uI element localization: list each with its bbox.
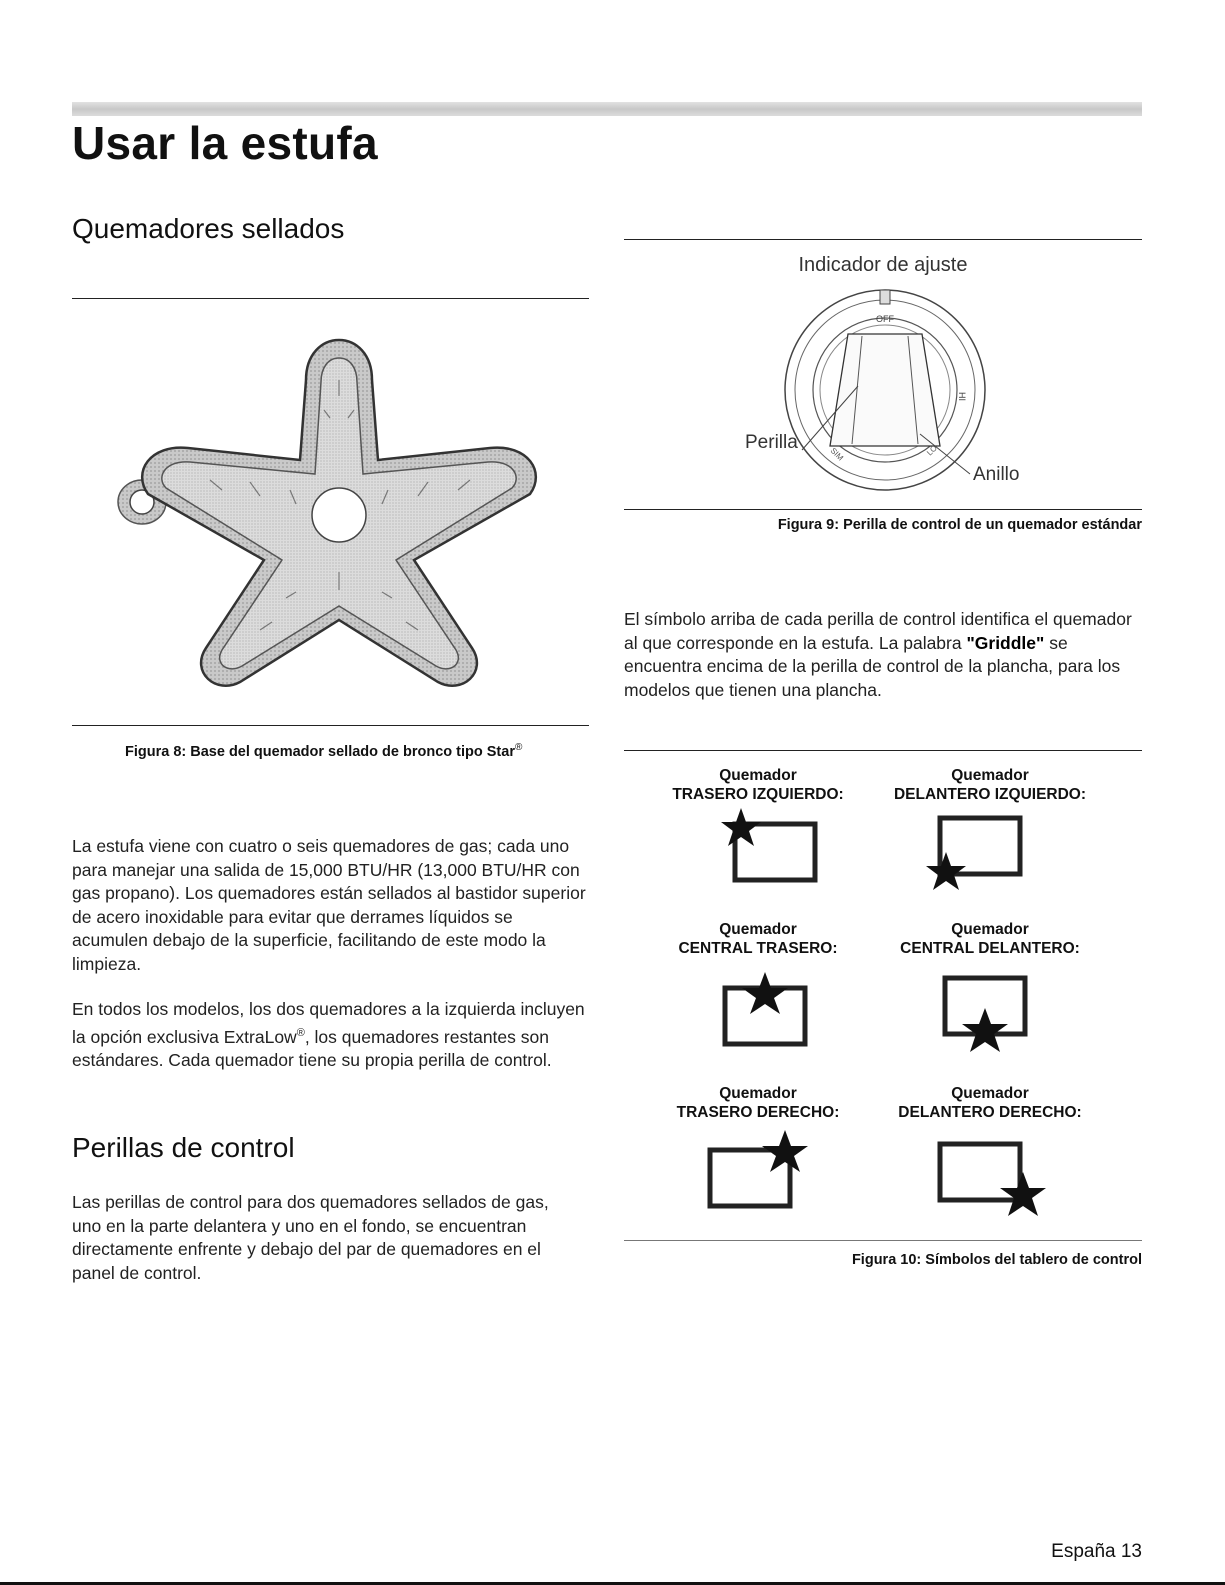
figure9-bottom-rule [624,509,1142,510]
knob-hi-label: HI [957,392,967,401]
paragraph-symbols: El símbolo arriba de cada perilla de control identifica el quemador al que corresponde en la estufa. La palabra "Griddle" se encuentra encima de la perilla de control de la plancha, para los modelos que tienen una plancha. [624,609,1132,700]
knob-off-label: OFF [876,314,894,324]
center-front-burner-icon [930,972,1040,1058]
knob-lo-label: LO [925,443,939,458]
figure8-caption: Figura 8: Base del quemador sellado de bronco tipo Star® [125,742,523,760]
knob-perilla-label: Perilla [745,432,798,453]
paragraph-burners-intro: La estufa viene con cuatro o seis quemadores de gas; cada uno para manejar una salida de 15,000 BTU/HR (13,000 BTU/HR con gas propano). Los quemadores están sellados al bastidor superior de acero inoxidable para evitar que derrames líquidos se acumulen debajo de la superficie, facilitando de este modo la limpieza. [72,836,586,974]
burner-label-rear-right: Quemador TRASERO DERECHO: [676,1085,840,1121]
rear-right-burner-icon [705,1128,815,1214]
figure10-top-rule [624,750,1142,751]
star-burner-base-image [110,310,560,710]
section-heading-control-knobs: Perillas de control [72,1132,295,1163]
figure9-top-rule [624,239,1142,240]
page-title: Usar la estufa [72,117,378,169]
burner-label-front-left: Quemador DELANTERO IZQUIERDO: [893,767,1087,803]
front-right-burner-icon [935,1138,1055,1224]
knob-indicator-label: Indicador de ajuste [798,254,968,276]
section-heading-sealed-burners: Quemadores sellados [72,213,345,244]
header-bar [72,102,1142,116]
front-left-burner-icon [920,812,1030,896]
knob-anillo-label: Anillo [973,464,1020,485]
figure8-bottom-rule [72,725,589,726]
knob-sim-label: SIM [828,446,846,463]
rear-left-burner-icon [715,808,825,890]
burner-label-center-front: Quemador CENTRAL DELANTERO: [900,921,1080,957]
paragraph-control-knobs: Las perillas de control para dos quemadores sellados de gas, uno en la parte delantera y uno en el fondo, se encuentran directamente enfrente y debajo del par de quemadores en el panel de control. [72,1192,549,1283]
figure9-caption: Figura 9: Perilla de control de un quemador estándar [777,517,1142,533]
figure10-caption: Figura 10: Símbolos del tablero de control [851,1252,1142,1268]
burner-label-rear-left: Quemador TRASERO IZQUIERDO: [672,767,844,803]
center-rear-burner-icon [710,972,820,1054]
burner-label-front-right: Quemador DELANTERO DERECHO: [898,1085,1082,1121]
burner-label-center-rear: Quemador CENTRAL TRASERO: [678,921,838,957]
page-footer: España 13 [1051,1541,1142,1562]
paragraph-extralow: En todos los modelos, los dos quemadores a la izquierda incluyen la opción exclusiva ExtraLow®, los quemadores restantes son estándares. Cada quemador tiene su propia perilla de control. [72,999,585,1070]
figure8-top-rule [72,298,589,299]
figure10-bottom-rule [624,1240,1142,1241]
